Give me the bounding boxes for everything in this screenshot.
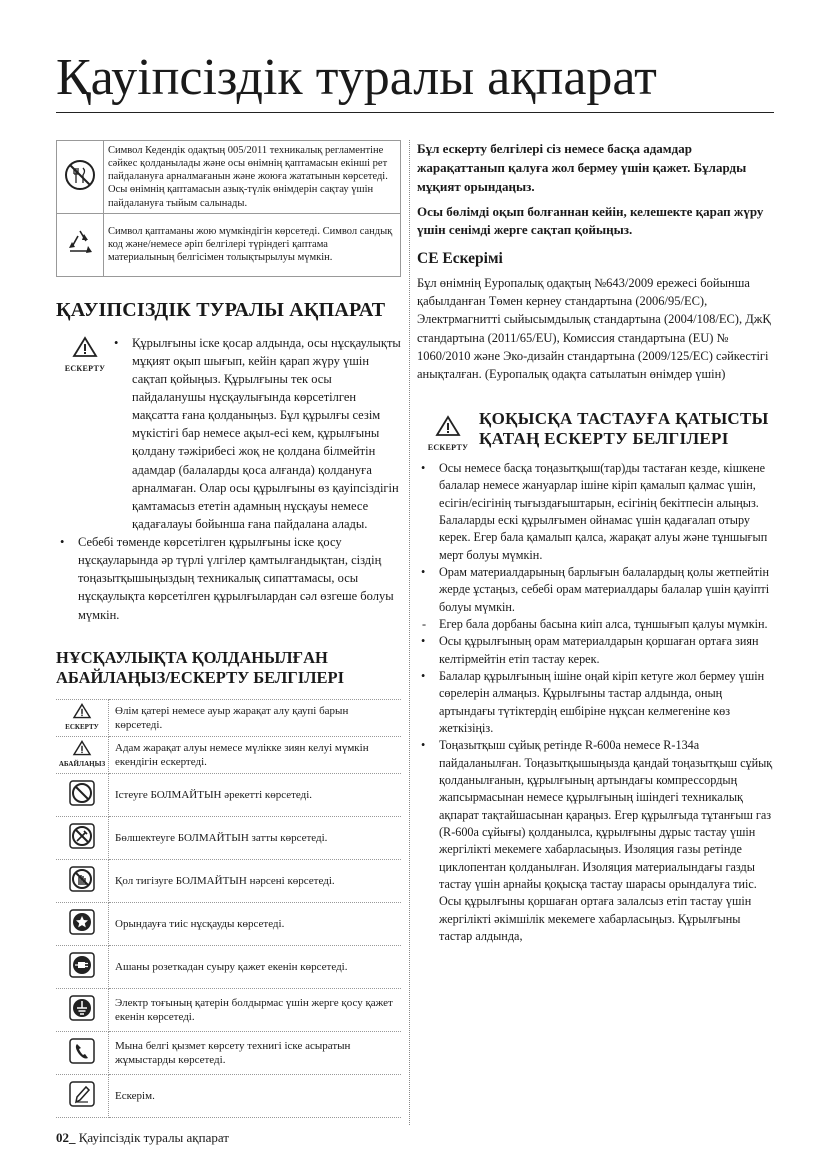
- warning-icon: [56, 334, 114, 533]
- column-divider: [409, 140, 410, 1125]
- table-row: [56, 945, 401, 988]
- table-row: [56, 1031, 401, 1074]
- symbol-table: [56, 140, 401, 277]
- star-icon: [56, 902, 109, 945]
- disposal-list: [417, 460, 774, 945]
- icon-text: Электр тоғының қатерін болдырмас үшін жерге қосу қажет екенін көрсетеді.: [109, 988, 402, 1031]
- disposal-heading: ҚОҚЫСҚА ТАСТАУҒА ҚАТЫСТЫ ҚАТАҢ ЕСКЕРТУ БЕЛГІЛЕРІ: [479, 408, 769, 449]
- recycle-icon: [57, 213, 104, 276]
- list-item: • Осы құрылғының орам материалдарын қоршаған ортаға зиян келтірмейтін етіп тастау керек.: [417, 633, 774, 668]
- icon-text: Істеуге БОЛМАЙТЫН әрекетті көрсетеді.: [109, 773, 402, 816]
- safety-heading: ҚАУІПСІЗДІК ТУРАЛЫ АҚПАРАТ: [56, 298, 386, 321]
- icons-heading: НҰСҚАУЛЫҚТА ҚОЛДАНЫЛҒАН АБАЙЛАҢЫЗ/ЕСКЕРТУ БЕЛГІЛЕРІ: [56, 647, 345, 688]
- safety-warning-block: [56, 334, 401, 533]
- icon-text: Орындауға тиіс нұсқауды көрсетеді.: [109, 902, 402, 945]
- icon-caption: АБАЙЛАҢЫЗ: [58, 760, 106, 769]
- footer-text: Қауіпсіздік туралы ақпарат: [78, 1130, 229, 1145]
- ce-text: Бұл өнімнің Еуропалық одақтың №643/2009 ережесі бойынша қабылданған Төмен кернеу стандартына (2006/95/EC), Электрмагнитті сыйысымдылық стандартына (2004/108/EC), ДжҚ стандартына (2011/65/EU), Комиссия стандартына (EU) № 1060/2010 және Эко-дизайн стандартына (2009/125/EC) сәйкестігі анықталған. (Еуропалық одақта сатылатын өнімдер үшін): [417, 276, 771, 381]
- table-row: [56, 699, 401, 736]
- warning-caption: ЕСКЕРТУ: [64, 363, 106, 373]
- list-item: • Осы немесе басқа тоңазытқыш(тар)ды тастаған кезде, кішкене балалар немесе жануарлар ішіне кіріп қамалып қалмас үшін, есігін/есігінің тығыздағыштарын, есігінің бекітпесін алыңыз. Балаларды ескі құрылғымен ойнамас үшін қадағалап отыру керек. Егер бала қамалып қалса, жарақат алуы және тұншығып мерт болуы мүмкін.: [417, 460, 774, 564]
- page-title: Қауіпсіздік туралы ақпарат: [56, 49, 657, 106]
- table-row: [56, 988, 401, 1031]
- intro-paragraph: Бұл ескерту белгілері сіз немесе басқа адамдар жарақаттанып қалуға жол бермеу үшін қажет. Бұларды мұқият орындаңыз.: [417, 141, 747, 194]
- list-item: • Орам материалдарының барлығын балалардың қолы жетпейтін жерде ұстаңыз, себебі орам материалдары балалар үшін қауіпті болуы мүмкін.: [417, 564, 774, 616]
- caution-icon: [56, 736, 109, 773]
- symbol-row: [57, 141, 401, 214]
- warning-caption: ЕСКЕРТУ: [427, 442, 469, 452]
- table-row: [56, 902, 401, 945]
- icon-text: Ашаны розеткадан суыру қажет екенін көрсетеді.: [109, 945, 402, 988]
- icon-text: Қол тигізуге БОЛМАЙТЫН нәрсені көрсетеді.: [109, 859, 402, 902]
- icon-text: Бөлшектеуге БОЛМАЙТЫН затты көрсетеді.: [109, 816, 402, 859]
- unplug-icon: [56, 945, 109, 988]
- table-row: [56, 773, 401, 816]
- note-icon: [56, 1074, 109, 1117]
- symbol-text: Символ қаптаманы жою мүмкіндігін көрсетеді. Символ сандық код және/немесе әріп белгілері түріндегі қаптама материалының белгісімен толықтырылуы мүмкін.: [104, 213, 401, 276]
- symbol-text: Символ Кедендік одақтың 005/2011 техникалық регламентіне сәйкес қолданылады және осы өнімнің қаптамасын екінші рет пайдалануға арналмағанын және жоюға жататынын көрсетеді. Осы өнімнің қаптамасын азық-түлік өнімдерін сақтау үшін пайдалануға тыйым салынады.: [104, 141, 401, 214]
- page-footer: [56, 1130, 229, 1146]
- icon-text: Өлім қатері немесе ауыр жарақат алу қаупі барын көрсетеді.: [109, 699, 402, 736]
- no-touch-icon: [56, 859, 109, 902]
- intro-paragraph-2: Осы бөлімді оқып болғаннан кейін, келешекте қарап жүру үшін сенімді жерге сақтап қойыңыз.: [417, 203, 764, 238]
- list-item: • Себебі төменде көрсетілген құрылғыны іске қосу нұсқауларында әр түрлі үлгілер қамтылғандықтан, сіздің тоңазытқышыңыздың техникалық сипаттамасы, осы нұсқаулықта көрсетілген құрылғылардан сәл өзгеше болуы мүмкін.: [56, 533, 401, 624]
- list-item: • Құрылғыны іске қосар алдында, осы нұсқаулықты мұқият оқып шығып, кейін қарап жүру үшін сақтап қойыңыз. Құрылғыны тек осы пайдаланушы нұсқаулығында көрсетілген мақсатта ғана қолданыңыз. Бұл құрылғы сезім мүкістігі бар немесе ақыл-есі кем, құрылғыны қолдану тәжірибесі жоқ не қолдана білмейтін адамдар (балаларды қоса алғанда) қолдануға арналмаған. Олар осы құрылғыны өз қауіпсіздігін қамтамасыз ететін адамның нұсқауы немесе қадағалауы бойынша ғана пайдалана алады.: [110, 334, 401, 533]
- list-item: • Балалар құрылғының ішіне оңай кіріп кетуге жол бермеу үшін сөрелерін алмаңыз. Құрылғыны тастар алдында, оның артындағы түтіктердің ешбіріне нұқсан келмегеніне көз жеткізіңіз.: [417, 668, 774, 737]
- icon-text: Мына белгі қызмет көрсету технигі іске асыратын жұмыстарды көрсетеді.: [109, 1031, 402, 1074]
- ce-heading: CE Ескерімі: [417, 250, 503, 268]
- table-row: [56, 816, 401, 859]
- no-disassembly-icon: [56, 816, 109, 859]
- prohibited-icon: [56, 773, 109, 816]
- symbol-row: [57, 213, 401, 276]
- list-item: • Тоңазытқыш сұйық ретінде R-600a немесе R-134a пайдаланылған. Тоңазытқышыңызда қандай тоңазытқыш сұйық қолданылғанын, құрылғының артындағы компрессордың жапсырмасынан немесе құрылғының ішіндегі техникалық ақпарат тақтайшасынан қараңыз. Егер құрылғыда тұтанғыш газ (R-600a сұйығы) қолданылса, құрылғыны дұрыс тастау үшін жергілікті мекемеге хабарласыңыз. Изоляция газы ретінде циклопентан қолданылған. Изоляция материалындағы газды тастау үшін арнайы қоқысқа тастау шарасы орындалуға тиіс. Осы құрылғыны қоршаған ортаға залалсыз етіп тастау үшін жергілікті әкімшілік мекемеге хабарласыңыз. Құрылғыны тастар алдында,: [417, 737, 774, 945]
- list-item: - Егер бала дорбаны басына киіп алса, тұншығып қалуы мүмкін.: [417, 616, 774, 633]
- no-food-packaging-icon: [57, 141, 104, 214]
- warning-icon: [417, 409, 479, 452]
- table-row: [56, 1074, 401, 1117]
- table-row: [56, 859, 401, 902]
- warning-icon: [56, 699, 109, 736]
- title-rule: [56, 112, 774, 113]
- right-column: [417, 140, 774, 945]
- icon-caption: ЕСКЕРТУ: [65, 723, 99, 732]
- icon-text: Ескерім.: [109, 1074, 402, 1117]
- safety-list: [110, 334, 401, 533]
- icon-text: Адам жарақат алуы немесе мүлікке зиян келуі мүмкін екендігін ескертеді.: [109, 736, 402, 773]
- left-column: [56, 140, 401, 1118]
- icon-table: [56, 699, 401, 1118]
- disposal-warning-header: [417, 409, 774, 452]
- page-number: 02_: [56, 1130, 76, 1145]
- table-row: [56, 736, 401, 773]
- ground-icon: [56, 988, 109, 1031]
- phone-icon: [56, 1031, 109, 1074]
- safety-list-2: [56, 533, 401, 624]
